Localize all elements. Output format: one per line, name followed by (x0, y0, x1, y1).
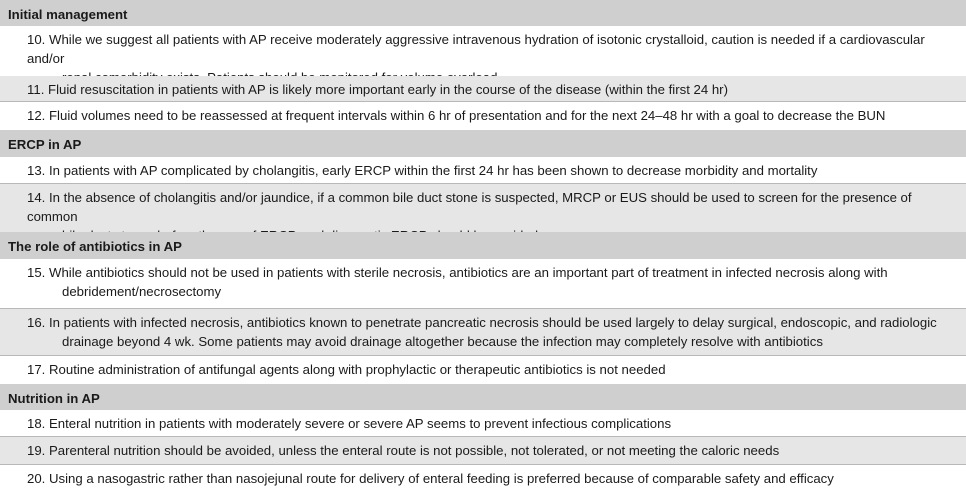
section-header-ercp (0, 130, 966, 157)
recommendation-row-18 (0, 410, 966, 436)
section-title: Nutrition in AP (8, 391, 100, 406)
recommendation-text: 13. In patients with AP complicated by cholangitis, early ERCP within the first 24 hr has been shown to decrease morbidity and mortality (27, 163, 818, 178)
section-title: Initial management (8, 7, 128, 22)
recommendation-row-20 (0, 465, 966, 491)
recommendation-row-16 (0, 309, 966, 355)
section-header-nutrition (0, 384, 966, 410)
recommendation-text: 19. Parenteral nutrition should be avoided, unless the enteral route is not possible, not tolerated, or not meeting the caloric needs (27, 443, 780, 458)
section-title: ERCP in AP (8, 137, 82, 152)
recommendation-row-10 (0, 26, 966, 76)
recommendation-row-13 (0, 157, 966, 183)
section-header-initial-management (0, 0, 966, 26)
recommendation-row-15 (0, 259, 966, 309)
recommendation-text: 11. Fluid resuscitation in patients with AP is likely more important early in the course of the disease (within the first 24 hr) (27, 82, 728, 97)
recommendation-row-17 (0, 356, 966, 384)
recommendation-row-14 (0, 184, 966, 232)
recommendation-text: 17. Routine administration of antifungal agents along with prophylactic or therapeutic antibiotics is not needed (27, 362, 666, 377)
recommendation-text-continued: drainage beyond 4 wk. Some patients may avoid drainage altogether because the infection may completely resolve with antibiotics (62, 334, 823, 349)
recommendation-text: 16. In patients with infected necrosis, antibiotics known to penetrate pancreatic necrosis should be used largely to delay surgical, endoscopic, and radiologic (27, 315, 937, 330)
recommendation-text: 10. While we suggest all patients with AP receive moderately aggressive intravenous hydration of isotonic crystalloid, caution is needed if a cardiovascular and/or (27, 32, 925, 66)
recommendation-row-11 (0, 76, 966, 102)
recommendation-text-continued: debridement/necrosectomy (62, 284, 222, 299)
recommendation-text: 18. Enteral nutrition in patients with moderately severe or severe AP seems to prevent infectious complications (27, 416, 672, 431)
section-header-antibiotics (0, 232, 966, 259)
recommendation-row-19 (0, 437, 966, 464)
recommendation-text: 15. While antibiotics should not be used in patients with sterile necrosis, antibiotics are an important part of treatment in infected necrosis along with (27, 265, 888, 280)
recommendation-row-12 (0, 102, 966, 130)
recommendation-text: 14. In the absence of cholangitis and/or jaundice, if a common bile duct stone is suspected, MRCP or EUS should be used to screen for the presence of common (27, 190, 912, 224)
recommendation-text: 20. Using a nasogastric rather than nasojejunal route for delivery of enteral feeding is preferred because of comparable safety and efficacy (27, 471, 834, 486)
section-title: The role of antibiotics in AP (8, 239, 182, 254)
recommendation-text: 12. Fluid volumes need to be reassessed at frequent intervals within 6 hr of presentation and for the next 24–48 hr with a goal to decrease the BUN (27, 108, 886, 123)
